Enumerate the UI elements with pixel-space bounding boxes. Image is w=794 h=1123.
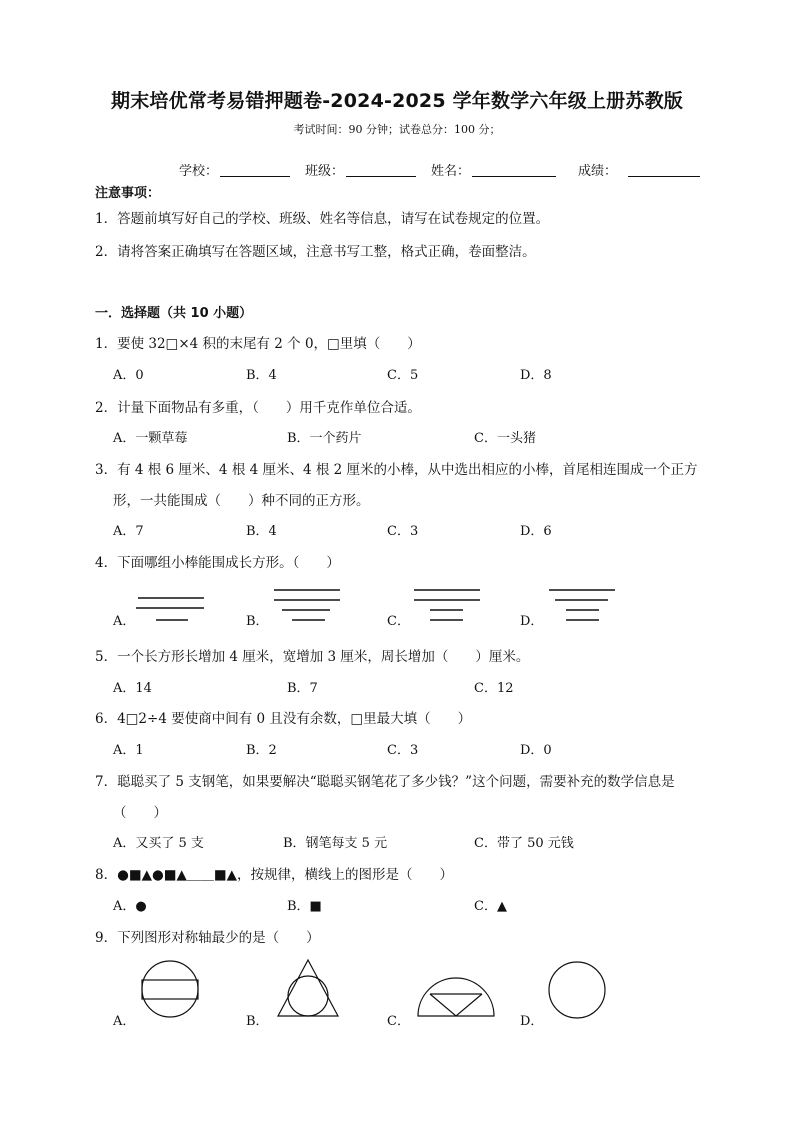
option-b[interactable]: B．4 (246, 524, 277, 539)
question-stem: 9．下列图形对称轴最少的是（ ） (95, 930, 320, 946)
option-b[interactable]: B．钢笔每支 5 元 (283, 836, 388, 851)
option-b[interactable]: B．■ (287, 899, 322, 914)
question-stem: 6．4□2÷4 要使商中间有 0 且没有余数，□里最大填（ ） (95, 711, 472, 727)
option-a[interactable]: A．0 (113, 368, 144, 383)
figure-b-circle (288, 976, 328, 1016)
option-d[interactable]: D．8 (520, 368, 552, 383)
option-a[interactable]: A．1 (113, 743, 144, 758)
option-c[interactable]: C．5 (387, 368, 419, 383)
option-d[interactable]: D．6 (520, 524, 552, 539)
option-d[interactable]: D． (520, 614, 544, 629)
option-a[interactable]: A． (113, 614, 136, 629)
question-stem: 7．聪聪买了 5 支钢笔，如果要解决“聪聪买钢笔花了多少钱？”这个问题，需要补充的数学信息是 (95, 774, 675, 790)
figure-b-triangle (278, 960, 338, 1016)
figure-a-rect (142, 980, 198, 999)
question-stem: 1．要使 32□×4 积的末尾有 2 个 0，□里填（ ） (95, 336, 421, 352)
section-title: 一．选择题（共 10 小题） (95, 306, 253, 321)
option-c[interactable]: C．12 (474, 681, 514, 696)
figure-a-circle (142, 961, 198, 1017)
score-label: 成绩： (578, 164, 618, 179)
option-b[interactable]: B．7 (287, 681, 318, 696)
option-a[interactable]: A．又买了 5 支 (113, 836, 204, 851)
figure-c-semicircle (418, 978, 494, 1016)
question-stem: 5．一个长方形长增加 4 厘米，宽增加 3 厘米，周长增加（ ）厘米。 (95, 649, 530, 665)
option-d[interactable]: D．0 (520, 743, 552, 758)
option-a[interactable]: A．● (113, 899, 147, 914)
question-stem-cont: （ ） (113, 805, 167, 821)
figure-c-triangle (430, 994, 482, 1016)
question-stem: 8．●■▲●■▲＿＿■▲，按规律，横线上的图形是（ ） (95, 867, 454, 883)
question-stem-cont: 形，一共能围成（ ）种不同的正方形。 (113, 493, 370, 509)
option-b[interactable]: B．4 (246, 368, 277, 383)
class-label: 班级： (305, 164, 345, 179)
question-stem: 2．计量下面物品有多重，（ ）用千克作单位合适。 (95, 400, 421, 416)
option-b[interactable]: B． (246, 1014, 269, 1029)
option-c[interactable]: C．带了 50 元钱 (474, 836, 574, 851)
option-a[interactable]: A．14 (113, 681, 152, 696)
option-c[interactable]: C．3 (387, 524, 419, 539)
school-label: 学校： (179, 164, 219, 179)
option-c[interactable]: C． (387, 1014, 410, 1029)
option-c[interactable]: C． (387, 614, 410, 629)
option-b[interactable]: B．2 (246, 743, 277, 758)
option-a[interactable]: A．一颗草莓 (113, 431, 188, 446)
option-b[interactable]: B．一个药片 (287, 431, 362, 446)
notes-heading: 注意事项： (95, 186, 161, 201)
note-item: 2．请将答案正确填写在答题区域，注意书写工整，格式正确，卷面整洁。 (95, 244, 536, 260)
option-c[interactable]: C．3 (387, 743, 419, 758)
question-stem: 3．有 4 根 6 厘米、4 根 4 厘米、4 根 2 厘米的小棒，从中选出相应的小棒，首尾相连围成一个正方 (95, 462, 698, 478)
page-title: 期末培优常考易错押题卷-2024-2025 学年数学六年级上册苏教版 (111, 90, 683, 112)
option-a[interactable]: A． (113, 1014, 136, 1029)
option-d[interactable]: D． (520, 1014, 544, 1029)
option-b[interactable]: B． (246, 614, 269, 629)
name-label: 姓名： (431, 164, 471, 179)
option-c[interactable]: C．▲ (474, 899, 507, 914)
exam-info: 考试时间：90 分钟；试卷总分：100 分； (293, 123, 501, 136)
note-item: 1．答题前填写好自己的学校、班级、姓名等信息，请写在试卷规定的位置。 (95, 211, 550, 227)
option-a[interactable]: A．7 (113, 524, 144, 539)
question-stem: 4．下面哪组小棒能围成长方形。（ ） (95, 555, 340, 571)
option-c[interactable]: C．一头猪 (474, 431, 536, 446)
figure-d-circle (549, 962, 605, 1018)
